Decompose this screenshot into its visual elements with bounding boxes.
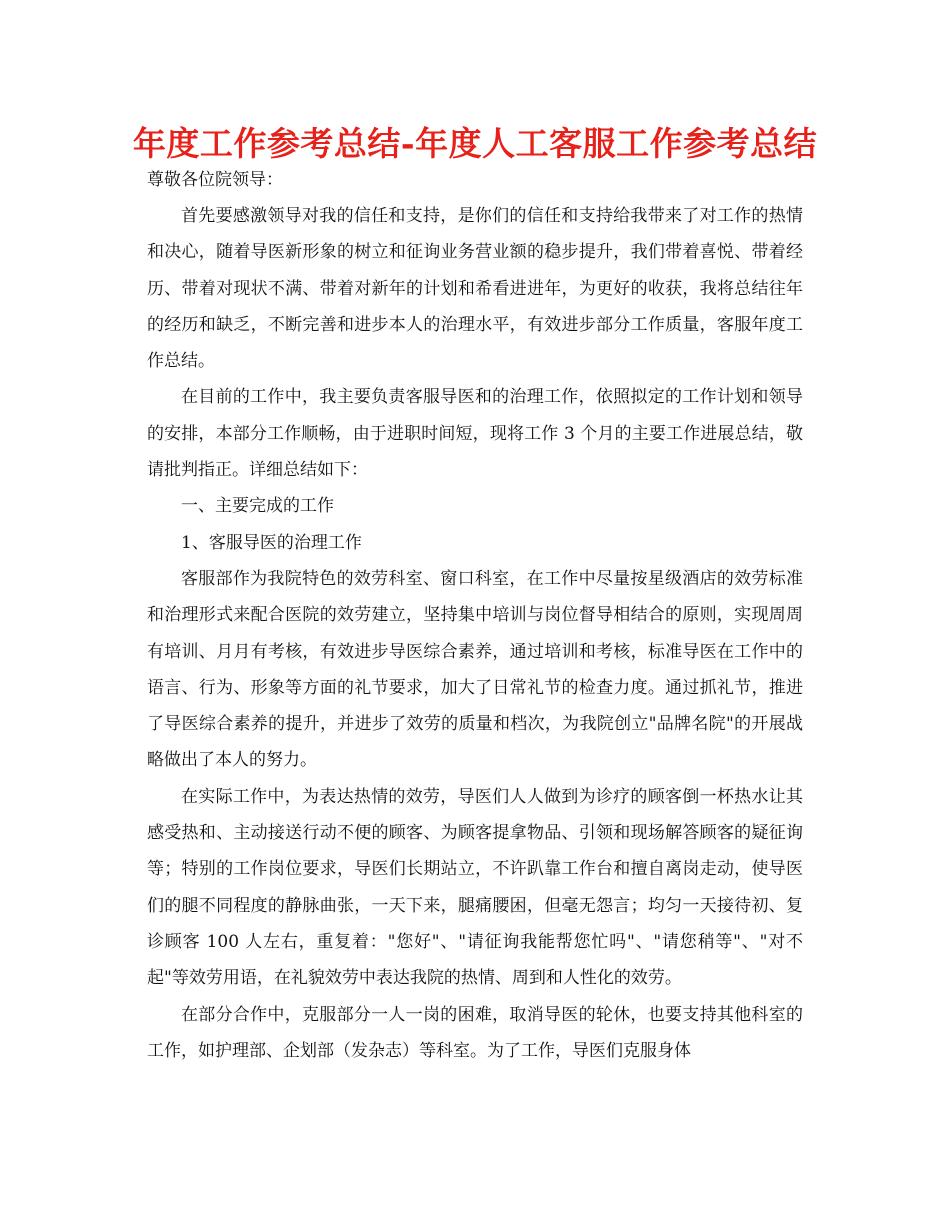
paragraph-training: 客服部作为我院特色的效劳科室、窗口科室，在工作中尽量按星级酒店的效劳标准和治理形式来配合医院的效劳建立，坚持集中培训与岗位督导相结合的原则，实现周周有培训、月月有考核，有效进步导医综合素养，通过培训和考核，标准导医在工作中的语言、行为、形象等方面的礼节要求，加大了日常礼节的检查力度。通过抓礼节，推进了导医综合素养的提升，并进步了效劳的质量和档次，为我院创立"品牌名院"的开展战略做出了本人的努力。 (147, 568, 803, 771)
paragraph-intro: 首先要感激领导对我的信任和支持，是你们的信任和支持给我带来了对工作的热情和决心，随着导医新形象的树立和征询业务营业额的稳步提升，我们带着喜悦、带着经历、带着对现状不满、带着对新年的计划和希看进进年，为更好的收获，我将总结往年的经历和缺乏，不断完善和进步本人的治理水平，有效进步部分工作质量，客服年度工作总结。 (147, 206, 803, 372)
document-body (147, 198, 803, 1069)
paragraph-cooperation: 在部分合作中，克服部分一人一岗的困难，取消导医的轮休，也要支持其他科室的工作，如护理部、企划部（发杂志）等科室。为了工作，导医们克服身体 (147, 1004, 803, 1061)
salutation: 尊敬各位院领导： (147, 170, 283, 190)
section-heading: 一、主要完成的工作 (181, 496, 334, 517)
subsection-heading: 1、客服导医的治理工作 (181, 532, 362, 553)
paragraph-overview: 在目前的工作中，我主要负责客服导医和的治理工作，依照拟定的工作计划和领导的安排，本部分工作顺畅，由于进职时间短，现将工作 3 个月的主要工作进展总结，敬请批判指正。详细总结如下： (147, 387, 803, 481)
document-title: 年度工作参考总结-年度人工客服工作参考总结 (132, 124, 818, 163)
paragraph-service: 在实际工作中，为表达热情的效劳，导医们人人做到为诊疗的顾客倒一杯热水让其感受热和、主动接送行动不便的顾客、为顾客提拿物品、引领和现场解答顾客的疑征询等；特别的工作岗位要求，导医们长期站立，不许趴靠工作台和擅自离岗走动，使导医们的腿不同程度的静脉曲张，一天下来，腿痛腰困，但毫无怨言；均匀一天接待初、复诊顾客 100 人左右，重复着："您好"、"请征询我能帮您忙吗"、"请您稍等"、"对不起"等效劳用语，在礼貌效劳中表达我院的热情、周到和人性化的效劳。 (147, 786, 803, 989)
